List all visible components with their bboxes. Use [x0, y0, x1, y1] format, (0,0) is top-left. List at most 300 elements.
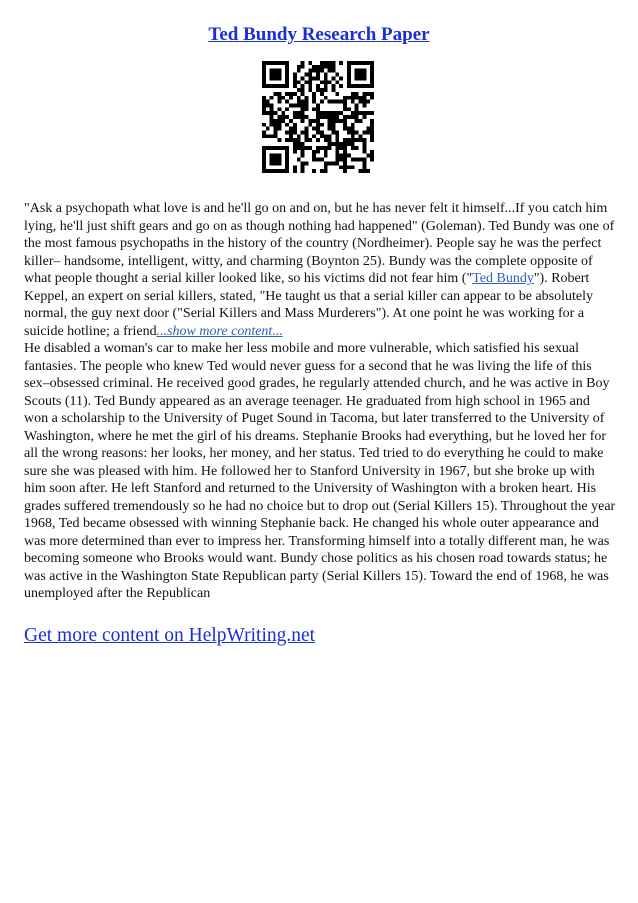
qr-module	[289, 127, 293, 131]
qr-module	[304, 73, 308, 77]
qr-module	[270, 103, 274, 107]
qr-module	[277, 61, 281, 65]
qr-module	[316, 158, 320, 162]
qr-module	[355, 76, 359, 80]
qr-module	[347, 142, 351, 146]
qr-module	[262, 103, 266, 107]
qr-module	[301, 161, 305, 165]
qr-module	[301, 61, 305, 65]
qr-module	[312, 76, 316, 80]
qr-module	[274, 158, 278, 162]
paragraph-1	[24, 200, 616, 340]
qr-module	[285, 146, 289, 150]
qr-module	[343, 115, 347, 119]
qr-module	[355, 73, 359, 77]
qr-module	[339, 119, 343, 123]
qr-module	[270, 119, 274, 123]
qr-module	[343, 103, 347, 107]
qr-module	[285, 76, 289, 80]
qr-module	[339, 142, 343, 146]
qr-module	[301, 111, 305, 115]
qr-module	[277, 115, 281, 119]
qr-module	[320, 169, 324, 173]
qr-module	[301, 88, 305, 92]
qr-module	[355, 115, 359, 119]
qr-module	[343, 169, 347, 173]
qr-module	[324, 134, 328, 138]
qr-code-icon	[262, 61, 374, 173]
qr-module	[262, 123, 266, 127]
qr-module	[355, 158, 359, 162]
qr-module	[339, 61, 343, 65]
qr-module	[355, 92, 359, 96]
qr-module	[285, 154, 289, 158]
qr-module	[343, 119, 347, 123]
qr-module	[308, 84, 312, 88]
qr-module	[262, 158, 266, 162]
qr-module	[343, 142, 347, 146]
qr-module	[277, 100, 281, 104]
qr-module	[328, 161, 332, 165]
qr-module	[370, 84, 374, 88]
qr-module	[328, 134, 332, 138]
qr-module	[289, 96, 293, 100]
qr-module	[324, 88, 328, 92]
qr-module	[362, 150, 366, 154]
qr-module	[343, 158, 347, 162]
qr-module	[293, 123, 297, 127]
qr-module	[362, 111, 366, 115]
qr-module	[312, 169, 316, 173]
qr-module	[320, 69, 324, 73]
qr-module	[262, 146, 266, 150]
qr-module	[285, 69, 289, 73]
qr-module	[274, 111, 278, 115]
qr-module	[316, 123, 320, 127]
qr-module	[301, 165, 305, 169]
qr-module	[285, 165, 289, 169]
qr-module	[274, 134, 278, 138]
qr-module	[293, 138, 297, 142]
qr-module	[359, 84, 363, 88]
qr-module	[262, 100, 266, 104]
qr-module	[359, 111, 363, 115]
qr-module	[274, 119, 278, 123]
qr-module	[324, 138, 328, 142]
qr-module	[285, 65, 289, 69]
qr-module	[312, 150, 316, 154]
qr-module	[320, 111, 324, 115]
qr-module	[359, 96, 363, 100]
qr-module	[312, 107, 316, 111]
qr-module	[285, 123, 289, 127]
qr-module	[285, 107, 289, 111]
qr-module	[285, 131, 289, 135]
qr-module	[335, 150, 339, 154]
qr-module	[262, 73, 266, 77]
qr-module	[355, 146, 359, 150]
qr-module	[308, 88, 312, 92]
qr-module	[274, 61, 278, 65]
qr-module	[312, 65, 316, 69]
qr-module	[320, 88, 324, 92]
qr-module	[262, 150, 266, 154]
qr-module	[362, 76, 366, 80]
qr-module	[320, 158, 324, 162]
qr-module	[339, 158, 343, 162]
qr-module	[335, 80, 339, 84]
qr-module	[274, 169, 278, 173]
qr-module	[347, 154, 351, 158]
qr-module	[308, 76, 312, 80]
qr-module	[328, 138, 332, 142]
qr-module	[335, 138, 339, 142]
qr-module	[370, 131, 374, 135]
qr-module	[285, 161, 289, 165]
qr-module	[281, 111, 285, 115]
qr-module	[370, 96, 374, 100]
qr-module	[328, 127, 332, 131]
qr-module	[262, 134, 266, 138]
qr-module	[316, 103, 320, 107]
qr-module	[293, 76, 297, 80]
qr-module	[262, 61, 266, 65]
paragraph-1-text-b: "). Robert Keppel, an expert on serial killers, stated, "He taught us that a serial killer can appear to be absolutely normal, the guy next door ("Serial Killers and Mass Murderers"). At one point he was working for a suicide hotline; a friend	[24, 271, 594, 339]
qr-module	[339, 154, 343, 158]
qr-module	[297, 88, 301, 92]
qr-module	[277, 73, 281, 77]
qr-module	[274, 154, 278, 158]
qr-module	[347, 61, 351, 65]
qr-module	[324, 115, 328, 119]
qr-module	[285, 150, 289, 154]
qr-module	[308, 138, 312, 142]
qr-module	[301, 65, 305, 69]
qr-module	[335, 146, 339, 150]
qr-module	[262, 80, 266, 84]
qr-module	[359, 119, 363, 123]
qr-module	[351, 158, 355, 162]
qr-module	[293, 111, 297, 115]
qr-module	[362, 146, 366, 150]
qr-module	[320, 134, 324, 138]
qr-module	[343, 154, 347, 158]
qr-module	[297, 69, 301, 73]
qr-module	[266, 169, 270, 173]
qr-module	[308, 119, 312, 123]
qr-module	[324, 76, 328, 80]
qr-module	[301, 84, 305, 88]
qr-module	[320, 80, 324, 84]
qr-module	[366, 92, 370, 96]
qr-module	[343, 146, 347, 150]
qr-module	[343, 165, 347, 169]
show-more-link[interactable]: ...show more content...	[156, 323, 283, 339]
qr-module	[304, 80, 308, 84]
qr-module	[324, 80, 328, 84]
qr-module	[362, 61, 366, 65]
qr-module	[274, 69, 278, 73]
qr-module	[343, 127, 347, 131]
qr-module	[301, 146, 305, 150]
qr-module	[351, 100, 355, 104]
qr-module	[335, 161, 339, 165]
qr-module	[320, 123, 324, 127]
qr-module	[343, 123, 347, 127]
qr-module	[301, 107, 305, 111]
qr-module	[266, 100, 270, 104]
qr-module	[366, 100, 370, 104]
qr-module	[332, 131, 336, 135]
qr-module	[351, 61, 355, 65]
qr-module	[343, 96, 347, 100]
qr-module	[304, 138, 308, 142]
qr-module	[312, 127, 316, 131]
qr-module	[359, 138, 363, 142]
qr-module	[304, 146, 308, 150]
qr-module	[312, 119, 316, 123]
qr-module	[324, 161, 328, 165]
qr-module	[355, 107, 359, 111]
qr-module	[332, 84, 336, 88]
qr-module	[332, 61, 336, 65]
qr-module	[262, 165, 266, 169]
qr-module	[332, 76, 336, 80]
qr-module	[316, 150, 320, 154]
qr-module	[370, 154, 374, 158]
qr-module	[297, 111, 301, 115]
qr-module	[293, 92, 297, 96]
qr-module	[277, 161, 281, 165]
qr-module	[332, 119, 336, 123]
qr-module	[370, 80, 374, 84]
qr-module	[270, 111, 274, 115]
qr-module	[347, 84, 351, 88]
qr-module	[274, 76, 278, 80]
qr-module	[285, 92, 289, 96]
qr-module	[359, 61, 363, 65]
qr-module	[277, 158, 281, 162]
qr-module	[277, 76, 281, 80]
qr-module	[270, 107, 274, 111]
qr-module	[324, 84, 328, 88]
qr-module	[304, 100, 308, 104]
qr-module	[289, 138, 293, 142]
qr-module	[332, 69, 336, 73]
qr-module	[339, 146, 343, 150]
qr-module	[324, 150, 328, 154]
qr-module	[316, 131, 320, 135]
qr-module	[281, 84, 285, 88]
qr-module	[324, 61, 328, 65]
qr-module	[277, 69, 281, 73]
qr-module	[362, 165, 366, 169]
qr-module	[270, 146, 274, 150]
qr-module	[270, 61, 274, 65]
qr-module	[339, 165, 343, 169]
qr-module	[335, 111, 339, 115]
qr-module	[355, 119, 359, 123]
qr-module	[370, 150, 374, 154]
qr-module	[324, 165, 328, 169]
qr-module	[332, 127, 336, 131]
qr-module	[335, 92, 339, 96]
qr-module	[328, 80, 332, 84]
qr-module	[293, 80, 297, 84]
qr-module	[347, 115, 351, 119]
qr-module	[328, 100, 332, 104]
qr-module	[328, 119, 332, 123]
qr-module	[281, 61, 285, 65]
qr-module	[308, 80, 312, 84]
qr-module	[355, 69, 359, 73]
qr-module	[277, 92, 281, 96]
qr-module	[316, 88, 320, 92]
qr-module	[277, 123, 281, 127]
qr-module	[328, 142, 332, 146]
qr-module	[355, 96, 359, 100]
qr-module	[351, 134, 355, 138]
qr-module	[301, 103, 305, 107]
qr-module	[293, 131, 297, 135]
qr-module	[270, 73, 274, 77]
qr-module	[266, 84, 270, 88]
qr-module	[320, 92, 324, 96]
qr-module	[316, 119, 320, 123]
qr-module	[262, 65, 266, 69]
qr-module	[312, 134, 316, 138]
qr-module	[266, 146, 270, 150]
qr-module	[351, 96, 355, 100]
qr-module	[262, 69, 266, 73]
qr-module	[328, 65, 332, 69]
qr-module	[339, 111, 343, 115]
qr-module	[293, 169, 297, 173]
qr-module	[270, 161, 274, 165]
document-title-link[interactable]: Ted Bundy Research Paper	[208, 24, 430, 45]
qr-module	[266, 127, 270, 131]
qr-module	[301, 92, 305, 96]
qr-module	[366, 154, 370, 158]
qr-module	[320, 146, 324, 150]
qr-module	[301, 131, 305, 135]
qr-module	[316, 111, 320, 115]
qr-module	[320, 100, 324, 104]
qr-module	[351, 142, 355, 146]
qr-module	[274, 146, 278, 150]
get-more-content-link[interactable]: Get more content on HelpWriting.net	[24, 625, 316, 646]
qr-module	[347, 107, 351, 111]
qr-module	[312, 154, 316, 158]
qr-module	[301, 169, 305, 173]
qr-module	[335, 154, 339, 158]
qr-module	[335, 158, 339, 162]
qr-module	[270, 76, 274, 80]
qr-module	[351, 165, 355, 169]
qr-module	[339, 84, 343, 88]
qr-module	[293, 115, 297, 119]
qr-module	[270, 158, 274, 162]
qr-module	[332, 100, 336, 104]
qr-module	[347, 96, 351, 100]
qr-module	[274, 84, 278, 88]
qr-module	[355, 103, 359, 107]
qr-module	[308, 123, 312, 127]
qr-module	[308, 146, 312, 150]
qr-module	[320, 131, 324, 135]
qr-module	[301, 115, 305, 119]
qr-module	[347, 73, 351, 77]
qr-module	[262, 84, 266, 88]
qr-module	[335, 142, 339, 146]
qr-module	[347, 127, 351, 131]
qr-module	[316, 65, 320, 69]
qr-module	[339, 100, 343, 104]
qr-module	[270, 69, 274, 73]
qr-module	[320, 61, 324, 65]
qr-module	[270, 169, 274, 173]
qr-module	[332, 65, 336, 69]
qr-module	[370, 134, 374, 138]
qr-module	[362, 96, 366, 100]
qr-module	[270, 115, 274, 119]
qr-module	[281, 146, 285, 150]
qr-module	[277, 154, 281, 158]
qr-module	[312, 69, 316, 73]
qr-module	[366, 111, 370, 115]
qr-module	[274, 161, 278, 165]
qr-module	[316, 138, 320, 142]
qr-module	[362, 69, 366, 73]
qr-module	[304, 103, 308, 107]
qr-module	[370, 158, 374, 162]
paragraph-1-text-a: "Ask a psychopath what love is and he'll go on and on, but he has never felt it himself...If you catch him lying, he'll just shift gears and go on as though nothing had happened" (Goleman). Ted Bundy was one of the most famous psychopaths in the history of the country (Nordheimer). People say he was the perfect killer– handsome, intelligent, witty, and charming (Boynton 25). Bundy was the complete opposite of what people thought a serial killer looked like, so his victims did not fear him ("	[24, 201, 615, 286]
qr-module	[335, 115, 339, 119]
paragraph-2: He disabled a woman's car to make her less mobile and more vulnerable, which satisfied his sexual fantasies. The people who knew Ted would never guess for a second that he was living the life of this sex–obsessed criminal. He received good grades, he regularly attended church, and he was active in Boy Scouts (11). Ted Bundy appeared as an average teenager. He graduated from high school in 1965 and won a scholarship to the University of Puget Sound in Tacoma, but later transferred to the University of Washington, where he met the girl of his dreams. Stephanie Brooks had everything, but he loved her for all the wrong reasons: her looks, her money, and her status. Ted tried to do everything he could to make sure she was pleased with him. He followed her to Stanford University in 1967, but she broke up with him soon after. He left Stanford and returned to the University of Washington with a broken heart. His grades suffered tremendously so he had no choice but to drop out (Serial Killers 15). Throughout the year 1968, Ted became obsessed with winning Stephanie back. He changed his whole outer appearance and was more determined than ever to impress her. Transforming himself into a totally different man, he was becoming someone who Brooks would want. Bundy chose politics as his chosen road towards status; he was active in the Washington State Republican party (Serial Killers 15). Toward the end of 1968, he was unemployed after the Republican	[24, 341, 616, 601]
qr-module	[301, 142, 305, 146]
qr-module	[362, 138, 366, 142]
qr-module	[328, 115, 332, 119]
qr-module	[285, 61, 289, 65]
qr-module	[297, 103, 301, 107]
qr-module	[277, 96, 281, 100]
qr-module	[347, 80, 351, 84]
qr-module	[289, 119, 293, 123]
qr-module	[343, 107, 347, 111]
qr-module	[297, 80, 301, 84]
qr-module	[362, 100, 366, 104]
qr-module	[293, 84, 297, 88]
qr-module	[316, 115, 320, 119]
qr-module	[332, 161, 336, 165]
qr-module	[285, 115, 289, 119]
qr-module	[366, 127, 370, 131]
qr-module	[277, 107, 281, 111]
qr-module	[293, 103, 297, 107]
qr-module	[316, 107, 320, 111]
qr-module	[301, 119, 305, 123]
ted-bundy-link[interactable]: Ted Bundy	[472, 271, 534, 286]
qr-module	[343, 150, 347, 154]
qr-module	[297, 146, 301, 150]
qr-module	[359, 134, 363, 138]
qr-module	[351, 138, 355, 142]
qr-module	[289, 131, 293, 135]
qr-module	[366, 169, 370, 173]
qr-module	[366, 84, 370, 88]
qr-module	[316, 127, 320, 131]
qr-module	[359, 73, 363, 77]
